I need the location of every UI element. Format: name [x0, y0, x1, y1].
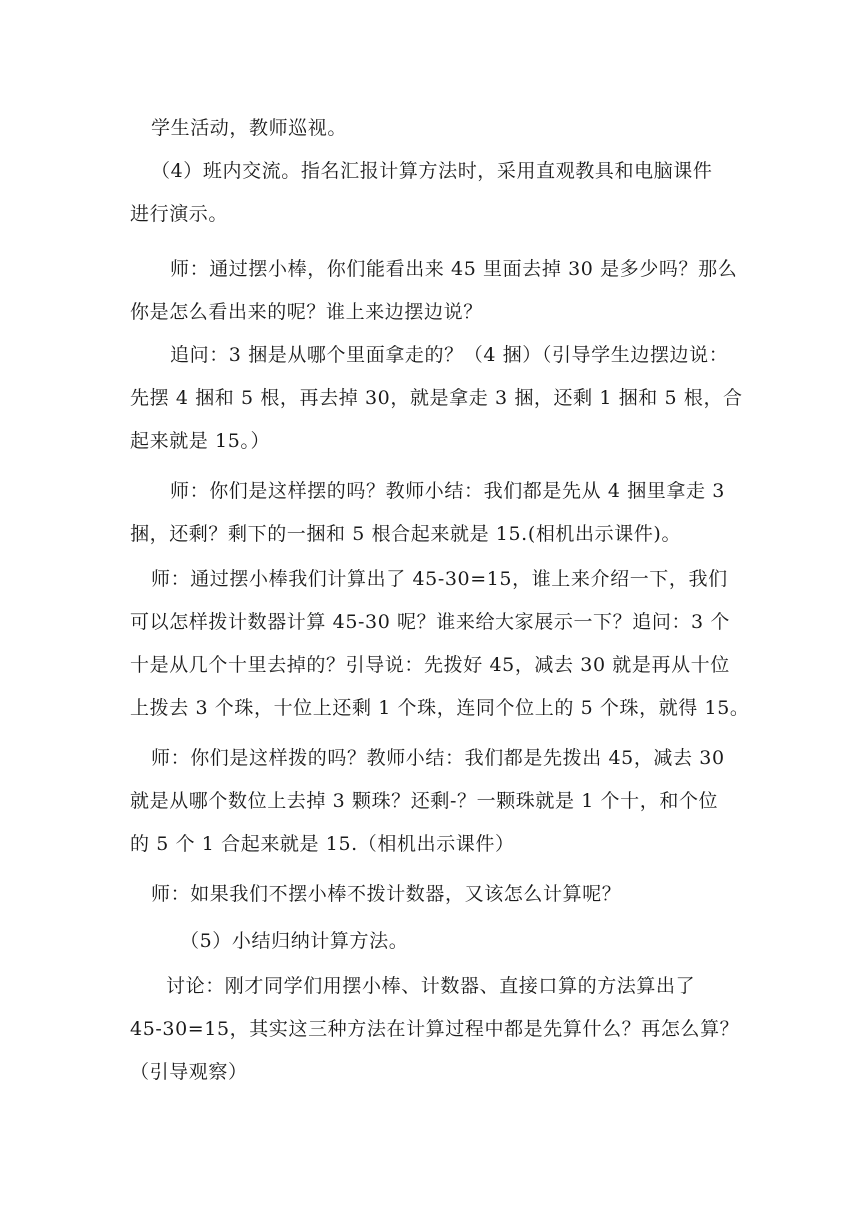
paragraph-line-20: 讨论：刚才同学们用摆小棒、计数器、直接口算的方法算出了: [166, 975, 696, 997]
paragraph-line-10: 捆，还剩？剩下的一捆和 5 根合起来就是 15.(相机出示课件)。: [130, 523, 682, 545]
paragraph-line-16: 就是从哪个数位上去掉 3 颗珠？还剩-？一颗珠就是 1 个十，和个位: [130, 790, 719, 812]
paragraph-line-22: （引导观察）: [130, 1061, 248, 1083]
paragraph-line-2: （4）班内交流。指名汇报计算方法时，采用直观教具和电脑课件: [151, 160, 713, 182]
paragraph-line-13: 十是从几个十里去掉的？引导说：先拨好 45，减去 30 就是再从十位: [130, 654, 730, 676]
paragraph-line-4: 师：通过摆小棒，你们能看出来 45 里面去掉 30 是多少吗？那么: [170, 258, 738, 280]
paragraph-line-17: 的 5 个 1 合起来就是 15.（相机出示课件）: [130, 833, 515, 855]
paragraph-line-7: 先摆 4 捆和 5 根，再去掉 30，就是拿走 3 捆，还剩 1 捆和 5 根，合: [130, 387, 743, 409]
paragraph-line-14: 上拨去 3 个珠，十位上还剩 1 个珠，连同个位上的 5 个珠，就得 15。: [130, 697, 750, 719]
paragraph-line-6: 追问：3 捆是从哪个里面拿走的？（4 捆）（引导学生边摆边说：: [170, 344, 729, 366]
paragraph-line-19: （5）小结归纳计算方法。: [180, 930, 409, 952]
paragraph-line-18: 师：如果我们不摆小棒不拨计数器，又该怎么计算呢？: [151, 883, 622, 905]
paragraph-line-9: 师：你们是这样摆的吗？教师小结：我们都是先从 4 捆里拿走 3: [170, 480, 725, 502]
paragraph-line-3: 进行演示。: [130, 203, 229, 225]
paragraph-line-15: 师：你们是这样拨的吗？教师小结：我们都是先拨出 45，减去 30: [151, 747, 725, 769]
paragraph-line-5: 你是怎么看出来的呢？谁上来边摆边说？: [130, 301, 483, 323]
paragraph-line-12: 可以怎样拨计数器计算 45-30 呢？谁来给大家展示一下？追问：3 个: [130, 611, 730, 633]
paragraph-line-8: 起来就是 15。）: [130, 430, 271, 452]
paragraph-line-21: 45-30=15，其实这三种方法在计算过程中都是先算什么？再怎么算？: [130, 1018, 740, 1040]
paragraph-line-1: 学生活动，教师巡视。: [151, 117, 348, 139]
paragraph-line-11: 师：通过摆小棒我们计算出了 45-30=15，谁上来介绍一下，我们: [151, 568, 728, 590]
